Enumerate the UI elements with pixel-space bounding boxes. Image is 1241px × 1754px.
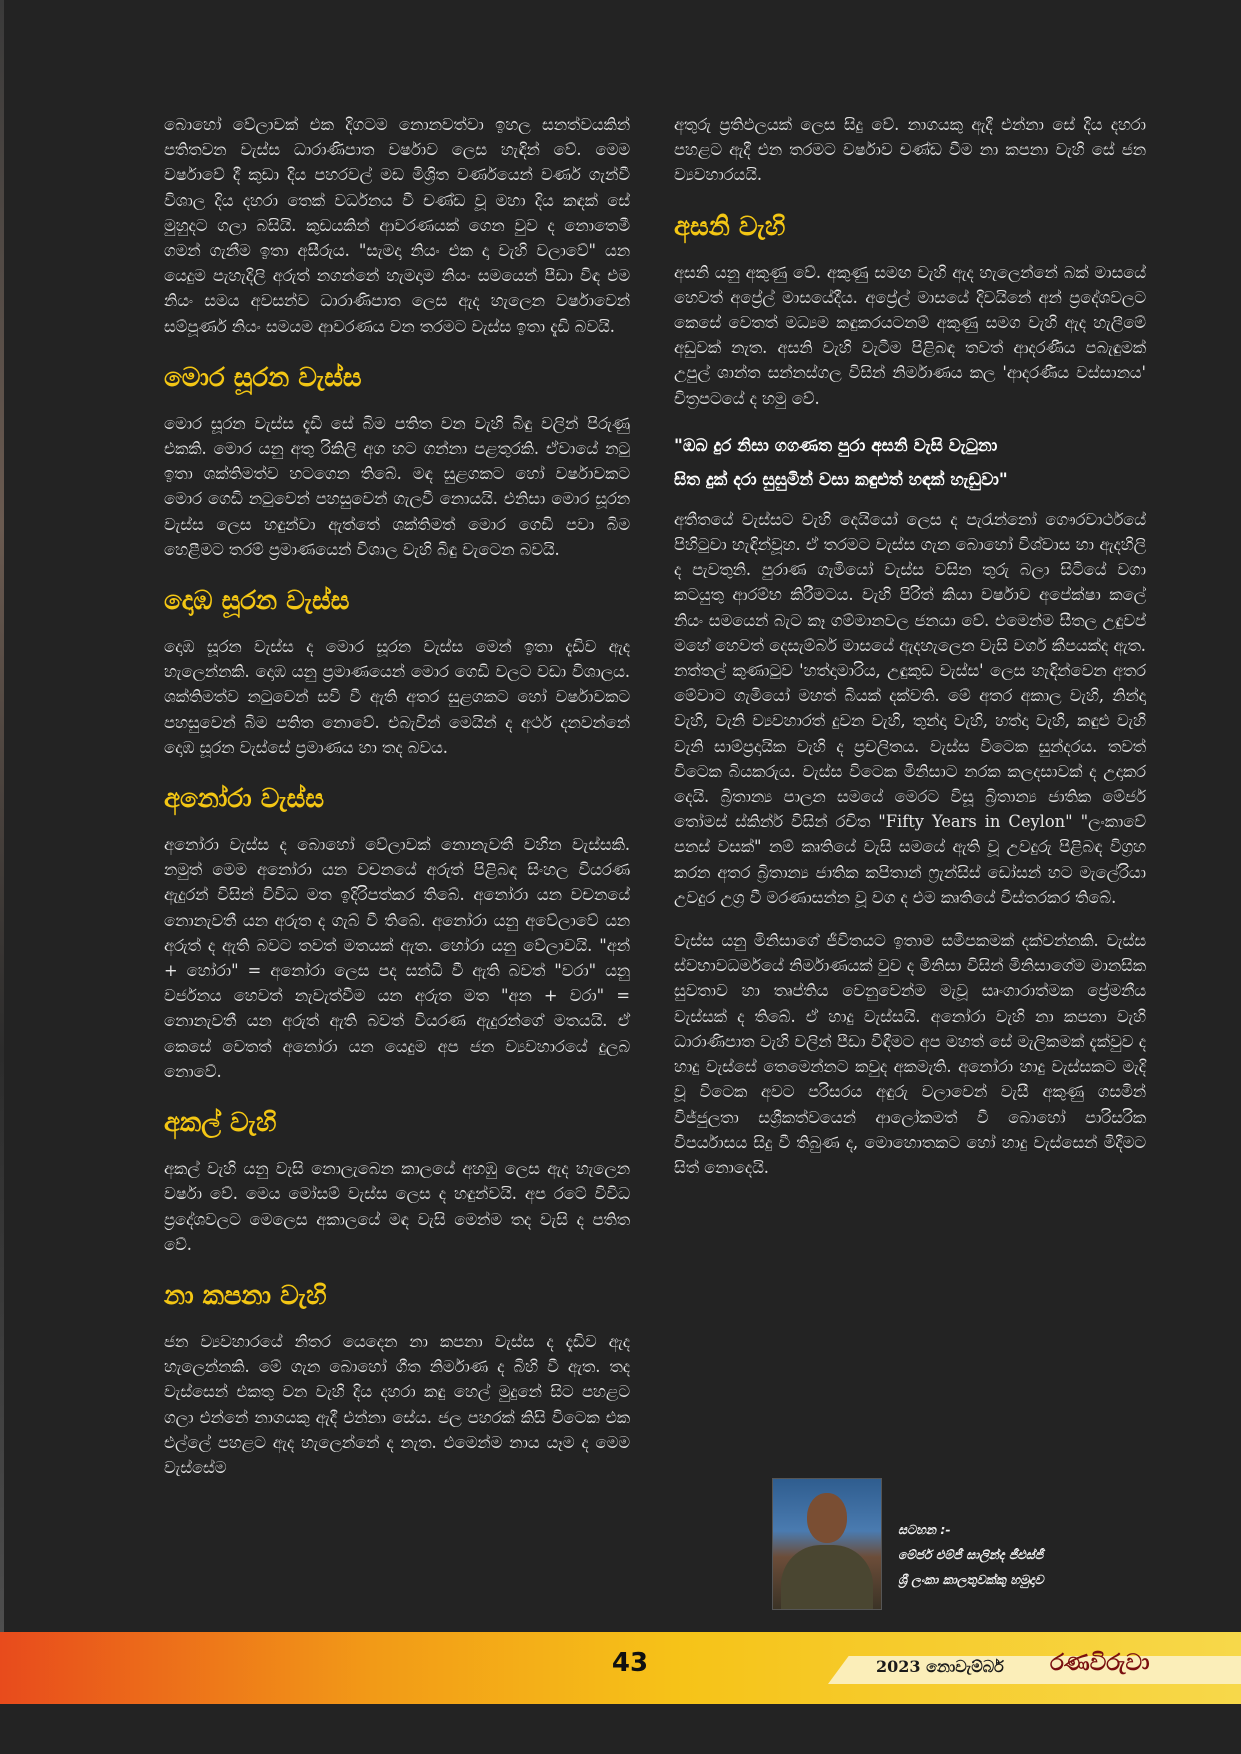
page-edge	[0, 0, 4, 1754]
author-uniform	[781, 1545, 873, 1609]
article-paragraph: අසනි යනු අකුණු වේ. අකුණු සමඟ වැහි ඇද හැලෙන්නේ බක් මාසයේ හෙවත් අප්‍රේල් මාසයේදීය. අප්‍රේල් මාසයේ දිවයිනේ අන් ප්‍රදේශවලට කෙසේ වෙතත් මධ්‍යම කඳුකරයටනම් අකුණු සමග වැහි ඇද හැලීමේ අඩුවක් නැත. අසනි වැහි වැටීම පිළිබඳ තවත් ආදරණීය පබැඳුමක් උපුල් ශාන්ත සන්නස්ගල විසින් නිර්මාණය කල 'ආදරණීය වස්සානය' චිත්‍රපටයේ ද හමු වේ.	[674, 262, 1146, 408]
section-heading-anora: අනෝරා වැස්ස	[164, 784, 325, 815]
article-paragraph: අනෝරා වැස්ස ද බොහෝ වේලාවක් නොනැවතී වහින වැස්සකි. නමුත් මෙම අනෝරා යන වචනයේ අරුත් පිළිබඳ සිංහල වියරණ ඇදුරන් විසින් විවිධ මත ඉදිරිපත්කර තිබේ. අනෝරා යන වචනයේ නොනැවතී යන අරුත ද ගැබ් වී තිබේ. අනෝරා යනු අවේලාවේ යන අරුත් ද ඇති බවට තවත් මතයක් ඇත. හෝරා යනු වේලාවයි. "අන් + හෝරා" = අනෝරා ලෙස පද සන්ධි වී ඇති බවත් "වරා" යනු වර්ජනය හෙවත් නැවැත්වීම යන අරුත මත "අන + වරා" = නොනැවතී යන අරුත් ඇති බවත් වියරණ ඇදුරන්ගේ මතයයි. ඒ කෙසේ වෙතත් අනෝරා යන යෙදුම අප ජන ව්‍යවහාරයේ දුලබ නොවේ.	[164, 835, 630, 1081]
author-face	[807, 1493, 847, 1543]
right-column	[674, 112, 1146, 1198]
credit-unit: ශ්‍රී ලංකා කාලතුවක්කු හමුදාව	[898, 1572, 1044, 1587]
article-paragraph: මොර සූරන වැස්ස දැඩි සේ බිම පතිත වන වැහි බිඳු වලින් පිරුණු එකකි. මොර යනු අතු රිකිලි අග හට ගන්නා පළතුරකි. ඒවායේ නටු ඉතා ශක්තිමත්ව හටගෙන තිබේ. මඳ සුළගකට හෝ වර්ෂාවකට මොර ගෙඩි නටුවෙන් පහසුවෙන් ගැලවී නොයයි. එනිසා මොර සූරන වැස්ස ලෙස හඳුන්වා ඇත්තේ ශක්තිමත් මොර ගෙඩි පවා බිම හෙළීමට තරම් ප්‍රමාණයෙන් විශාල වැහි බිඳු වැටෙන බවයි.	[164, 413, 630, 559]
section-heading-mora: මොර සූරන වැස්ස	[164, 362, 362, 393]
article-paragraph: බොහෝ වේලාවක් එක දිගටම නොනවත්වා ඉහල සනත්වයකින් පතිතවන වැස්ස ධාරාණිපාත වර්ෂාව ලෙස හැඳින් වේ. මෙම වර්ෂාවේ දී කුඩා දිය පහරවල් මඩ මිශ්‍රිත වර්ණයෙන් වර්ණ ගැන්වී විශාල දිය දහරා තෙක් වර්ධනය වී චණ්ඩ වූ මහා දිය කඳක් සේ මුහුදට ගලා බසියි. කුඩයකින් ආවරණයක් ගෙන වුව ද නොතෙමී ගමන් ගැනීම ඉතා අසීරුය. "සැමදා නියං එක දා වැහි වලාවේ" යන යෙදුම පැහැදිලි අරුත් නගන්නේ හැමදාම නියං සමයෙන් පීඩා විඳ එම නියං සමය අවසන්ව ධාරාණිපාත ලෙස ඇද හැලෙන වර්ෂාවෙන් සම්පූර්ණ නියං සමයම ආවරණය වන තරමට වැස්ස ඉතා දැඩි බවයි.	[164, 115, 630, 336]
bottom-band	[0, 1704, 1241, 1754]
article-paragraph: වැස්ස යනු මිනිසාගේ ජීවිතයට ඉතාම සමීපකමක් දක්වන්නකි. වැස්ස ස්වභාවධර්මයේ නිර්මාණයක් වුව ද මිනිසා විසින් මිනිසාගේම මානසික සුවතාව හා තෘප්තිය වෙනුවෙන්ම මැවූ සෘංගාරාත්මක ප්‍රේමනීය වැස්සක් ද තිබේ. ඒ හාදු වැස්සයි. අනෝරා වැහි නා කපනා වැහි ධාරාණිපාත වැහි වලින් පීඩා විඳීමට අප මහත් සේ මැලිකමක් දැක්වුව ද හාදු වැස්සේ තෙමෙන්නට කවුද අකමැති. අනෝරා හාදු වැස්සකට මැදි වූ විටෙක අවට පරිසරය අඳුරු වලාවෙන් වැසී අකුණු ගසමින් විජ්ජුලතා සශ්‍රීකත්වයෙන් ආලෝකමත් වී බොහෝ පාරිසරික විපර්යාසය සිදු වී තිබුණ ද, මොහොතකට හෝ හාදු වැස්සෙන් මිදීමට සිත් නොදෙයි.	[674, 931, 1146, 1177]
author-photo	[772, 1478, 882, 1610]
quote-line: "ඔබ දුර නිසා ගගණත පුරා අසනි වැසි වැටුනා	[674, 435, 998, 456]
left-column	[164, 112, 630, 1498]
magazine-logo: රණවිරුවා	[1050, 1650, 1150, 1676]
article-paragraph: අකල් වැහි යනු වැසි නොලැබෙන කාලයේ අහඹු ලෙස ඇද හැලෙන වර්ෂා වේ. මෙය මෝසම් වැස්ස ලෙස ද හඳුන්වයි. අප රටේ විවිධ ප්‍රදේශවලට මෙලෙස අකාලයේ මඳ වැසි මෙන්ම තද වැසි ද පතිත වේ.	[164, 1159, 630, 1254]
page-number: 43	[611, 1648, 649, 1678]
credit-label: සටහන :-	[898, 1522, 951, 1537]
section-heading-na-kapana: නා කපනා වැහි	[164, 1280, 327, 1311]
article-paragraph: දොඹ සූරන වැස්ස ද මොර සූරන වැස්ස මෙන් ඉතා දැඩිව ඇද හැලෙන්නකි. දොඹ යනු ප්‍රමාණයෙන් මොර ගෙඩි වලට වඩා විශාලය. ශක්තිමත්ව නටුවෙන් සවි වී ඇති අතර සුළගකට හෝ වර්ෂාවකට පහසුවෙන් බිම පතිත නොවේ. එබැවින් මෙයින් ද අර්ථ දනවන්නේ දොඹ සූරන වැස්සේ ප්‍රමාණය හා තද බවය.	[164, 637, 630, 757]
quote-line: සිත දුක් දරා සුසුමින් වසා කඳුළුත් හඳක් හැඩුවා"	[674, 469, 1008, 490]
author-credit	[898, 1517, 1044, 1592]
section-heading-akal: අකල් වැහි	[164, 1108, 277, 1139]
article-paragraph: අතුරු ප්‍රතිඵලයක් ලෙස සිදු වේ. නාගයකු ඇදී එන්නා සේ දිය දහරා පහළට ඇදී එන තරමට වර්ෂාව චණ්ඩ වීම නා කපනා වැහි සේ ජන ව්‍යවහාරයයි.	[674, 115, 1146, 185]
song-quote	[674, 429, 1146, 497]
issue-date: 2023 නොවැම්බර්	[876, 1657, 1004, 1676]
article-paragraph: ජන ව්‍යවහාරයේ නිතර යෙදෙන නා කපනා වැස්ස ද දැඩිව ඇද හැලෙන්නකි. මේ ගැන බොහෝ ගීත නිර්මාණ ද බිහි වී ඇත. තද වැස්සෙන් එකතු වන වැහි දිය දහරා කඳු හෙල් මුදුනේ සිට පහළට ගලා එන්නේ නාගයකු ඇදී එන්නා සේය. ජල පහරක් කිසි විටෙක එක එල්ලේ පහළට ඇද හැලෙන්නේ ද නැත. එමෙන්ම නාය යෑම ද මෙම වැස්සේම	[164, 1331, 630, 1477]
article-paragraph: අතීතයේ වැස්සට වැහි දෙයියෝ ලෙස ද පැරැන්නෝ ගෞරවාර්ථයේ පිහිටුවා හැඳින්වූහ. ඒ තරමට වැස්ස ගැන බොහෝ විශ්වාස හා ඇදහිලි ද පැවතුනි. පුරාණ ගැමියෝ වැස්ස වසින තුරු බලා සිටියේ වගා කටයුතු ආරම්භ කිරීමටය. වැහි පිරිත් කියා වර්ෂාව අපේක්ෂා කලේ නියං සමයෙන් බැට කෑ ගම්මානවල ජනයා වේ. එමෙන්ම සීතල උඳුවප් මහේ හෙවත් දෙසැම්බර් මාසයේ ඇදහැලෙන වැසි වර්ග කීපයක්ද ඇත. නත්තල් කුණාටුව 'හත්දාමාරිය, උඳුකුඩ වැස්ස' ලෙස හැඳින්වෙන අතර මේවාට ගැමියෝ මහත් බියක් දක්වති. මේ අතර අකාල වැහි, නින්දා වැහි, වැනි ව්‍යවහාරත් දුවන වැහි, තුන්දා වැහි, හත්දා වැහි, කඳුළු වැහි වැනි සාම්ප්‍රදායික වැහි ද ප්‍රචලිතය. වැස්ස විටෙක සුන්දරය. තවත් විටෙක බියකරුය. වැස්ස විටෙක මිනිසාට නරක කලදසාවක් ද උදාකර දෙයි. බ්‍රිතාන්‍ය පාලන සමයේ මෙරට විසූ බ්‍රිතාන්‍ය ජාතික මේජර් තෝමස් ස්කින්ර් විසින් රචිත "Fifty Years in Ceylon" "ලංකාවේ පනස් වසක්" නම් කෘතියේ වැසි සමයේ ඇති වූ උවදුරු පිළිබඳ විග්‍රහ කරන අතර බ්‍රිතාන්‍ය ජාතික කපිතාන් ෆ්‍රැන්සිස් ඩෝසන් හට මැලේරියා උවදුර උග්‍ර වී මරණාසන්න වූ වග ද එම කෘතියේ විස්තරකර තිබේ.	[674, 509, 1146, 907]
section-heading-asani: අසනි වැහි	[674, 211, 786, 242]
section-heading-domba: දොඹ සූරන වැස්ස	[164, 586, 350, 617]
credit-name: මේජර් එම්ජී සාලින්ද ජීඑස්ජී	[898, 1547, 1044, 1562]
